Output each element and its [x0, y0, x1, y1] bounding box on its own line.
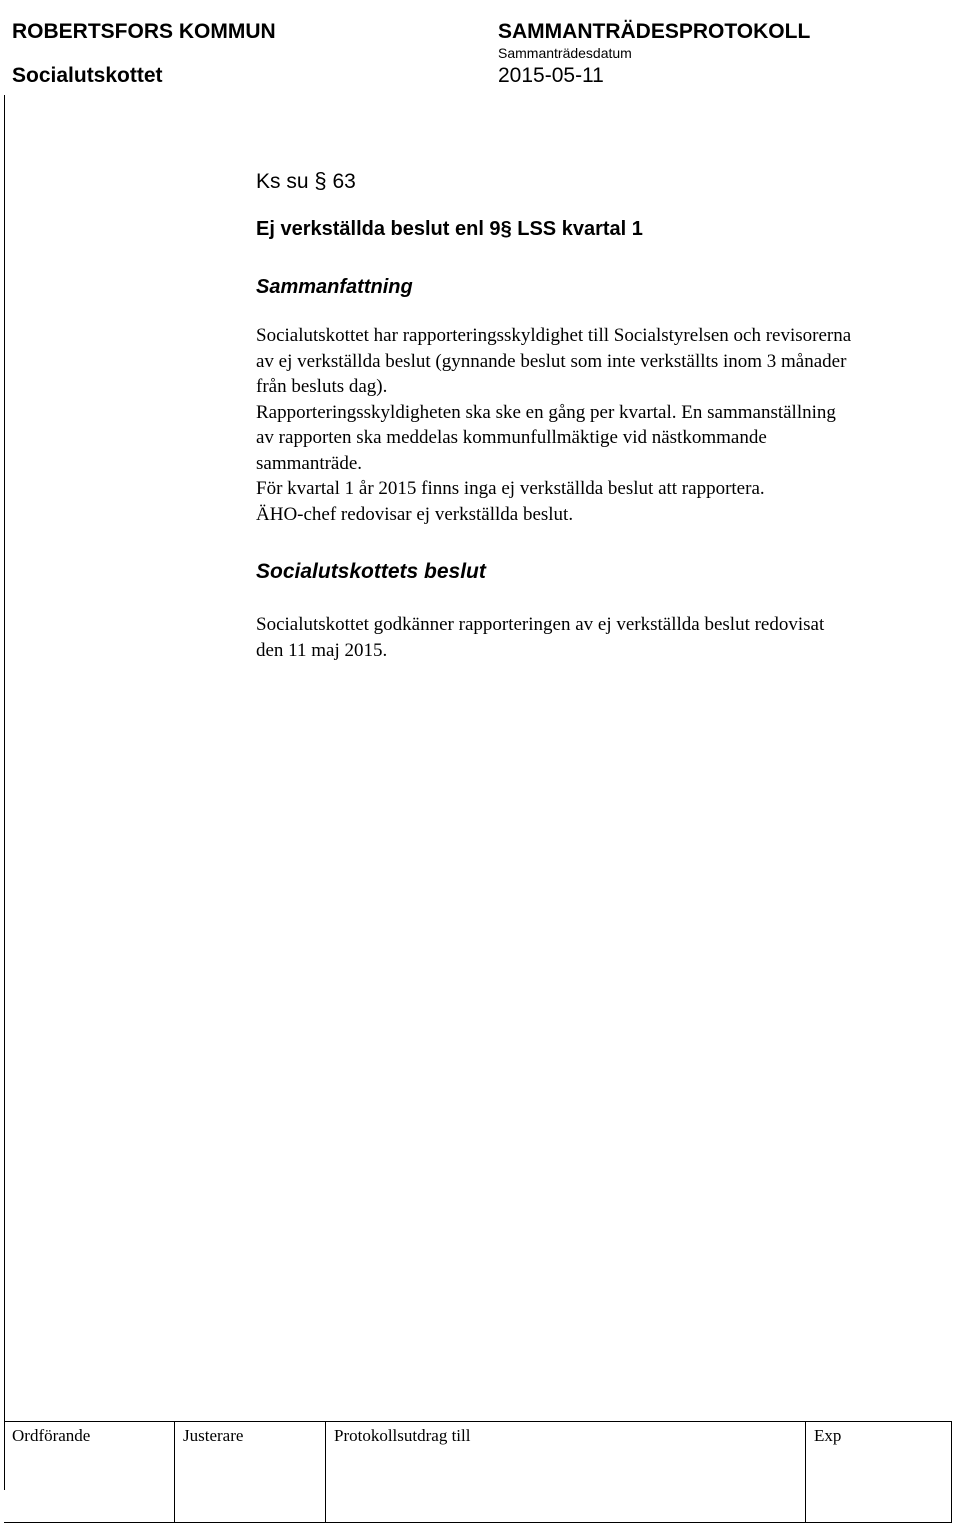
section-number — [256, 168, 356, 194]
committee-name: Socialutskottet — [12, 64, 163, 87]
document-type: SAMMANTRÄDESPROTOKOLL — [498, 20, 811, 43]
summary-line: Rapporteringsskyldigheten ska ske en gång per kvartal. En sammanställning — [256, 401, 836, 423]
section-number-value: 63 — [332, 170, 356, 193]
summary-heading: Sammanfattning — [256, 276, 413, 298]
section-prefix: Ks su — [256, 170, 309, 193]
title-paragraph-symbol: § — [500, 218, 512, 240]
summary-body — [256, 323, 956, 527]
section-title-part2: LSS kvartal 1 — [517, 218, 643, 240]
summary-line: sammanträde. — [256, 452, 363, 474]
organization-name: ROBERTSFORS KOMMUN — [12, 20, 276, 43]
extract-recipients-cell — [325, 1422, 805, 1522]
paragraph-symbol: § — [314, 168, 327, 193]
signature-table — [4, 1421, 952, 1523]
decision-line: den 11 maj 2015. — [256, 639, 388, 661]
adjusters-signature-cell — [174, 1422, 325, 1522]
summary-line: För kvartal 1 år 2015 finns inga ej verkställda beslut att rapportera. — [256, 478, 765, 499]
adjusters-label: Justerare — [183, 1426, 244, 1445]
decision-line: Socialutskottet godkänner rapporteringen av ej verkställda beslut redovisat — [256, 614, 825, 635]
section-title-part1: Ej verkställda beslut enl 9 — [256, 218, 501, 240]
extract-label: Protokollsutdrag till — [334, 1426, 471, 1445]
decision-body — [256, 612, 956, 663]
meeting-date-value: 2015-05-11 — [498, 64, 604, 87]
exp-label: Exp — [814, 1426, 842, 1445]
meeting-date-label: Sammanträdesdatum — [498, 45, 632, 61]
summary-line: ÄHO-chef redovisar ej verkställda beslut. — [256, 503, 574, 525]
summary-line: av rapporten ska meddelas kommunfullmäktige vid nästkommande — [256, 427, 767, 448]
summary-line: Socialutskottet har rapporteringsskyldighet till Socialstyrelsen och revisorerna — [256, 325, 852, 346]
chair-signature-cell — [4, 1422, 174, 1522]
exp-cell — [805, 1422, 950, 1522]
section-title — [256, 218, 643, 241]
chair-label: Ordförande — [12, 1426, 91, 1445]
decision-heading: Socialutskottets beslut — [256, 560, 486, 583]
summary-line: av ej verkställda beslut (gynnande beslut som inte verkställts inom 3 månader — [256, 350, 847, 372]
left-margin-rule — [4, 95, 5, 1490]
summary-line: från besluts dag). — [256, 376, 388, 397]
